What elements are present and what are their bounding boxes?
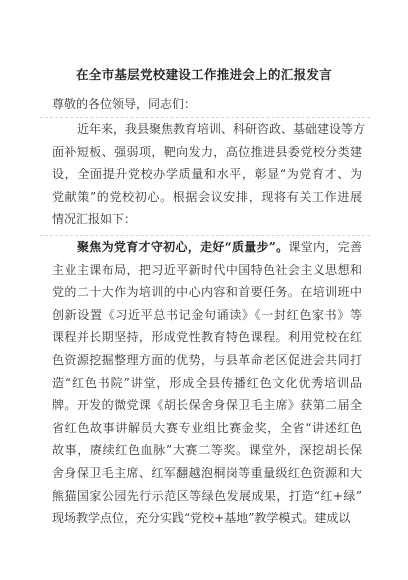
paragraph-line: 牌。开发的微党课《胡长保舍身保卫毛主席》获第二届全 <box>52 398 362 413</box>
paragraph-line: 造“红色书院”讲堂，形成全县传播红色文化优秀培训品 <box>52 375 362 390</box>
paragraph-line <box>52 236 362 259</box>
paragraph-line: 熊猫国家公园先行示范区等绿色发展成果，打造“红+绿” <box>52 488 362 503</box>
paragraph-line: 现场教学点位，充分实践“党校+基地”教学模式。建成以 <box>52 511 351 526</box>
paragraph-line: 党献策”的党校初心。根据会议安排，现将有关工作进展 <box>52 189 362 204</box>
section-heading: 聚焦为党育才守初心，走好“质量步”。 <box>77 240 289 254</box>
section-heading-continuation: 课堂内，完善 <box>288 240 362 254</box>
paragraph-line: 舍身保卫毛主席、红军翻越泡桐岗等重量级红色资源和大 <box>52 465 362 480</box>
paragraph-line: 省红色故事讲解员大赛专业组比赛金奖，全省“讲述红色 <box>52 420 362 435</box>
paragraph-line: 设，全面提升党校办学质量和水平，彰显“为党育才、为 <box>52 167 362 182</box>
paragraph-introduction <box>52 118 366 231</box>
paragraph-line: 故事，赓续红色血脉”大赛二等奖。课堂外，深挖胡长保 <box>52 443 362 458</box>
paragraph-line: 创新设置《习近平总书记金句诵读》《一封红色家书》等 <box>52 307 362 322</box>
paragraph-line: 情况汇报如下： <box>52 212 137 227</box>
paragraph-line: 课程并长期坚持，形成党性教育特色课程。利用党校在红 <box>52 330 362 345</box>
paragraph-line: 面补短板、强弱项，靶向发力，高位推进县委党校分类建 <box>52 144 362 159</box>
salutation: 尊敬的各位领导，同志们： <box>52 97 197 111</box>
paragraph-line: 主业主课布局，把习近平新时代中国特色社会主义思想和 <box>52 262 362 277</box>
paragraph-line: 近年来，我县聚焦教育培训、科研咨政、基础建设等方 <box>77 122 366 136</box>
paragraph-section-one <box>52 236 362 530</box>
paragraph-line: 党的二十大作为培训的中心内容和首要任务。在培训班中 <box>52 285 362 300</box>
document-title: 在全市基层党校建设工作推进会上的汇报发言 <box>75 67 332 82</box>
paragraph-line: 色资源挖掘整理方面的优势，与县革命老区促进会共同打 <box>52 352 362 367</box>
